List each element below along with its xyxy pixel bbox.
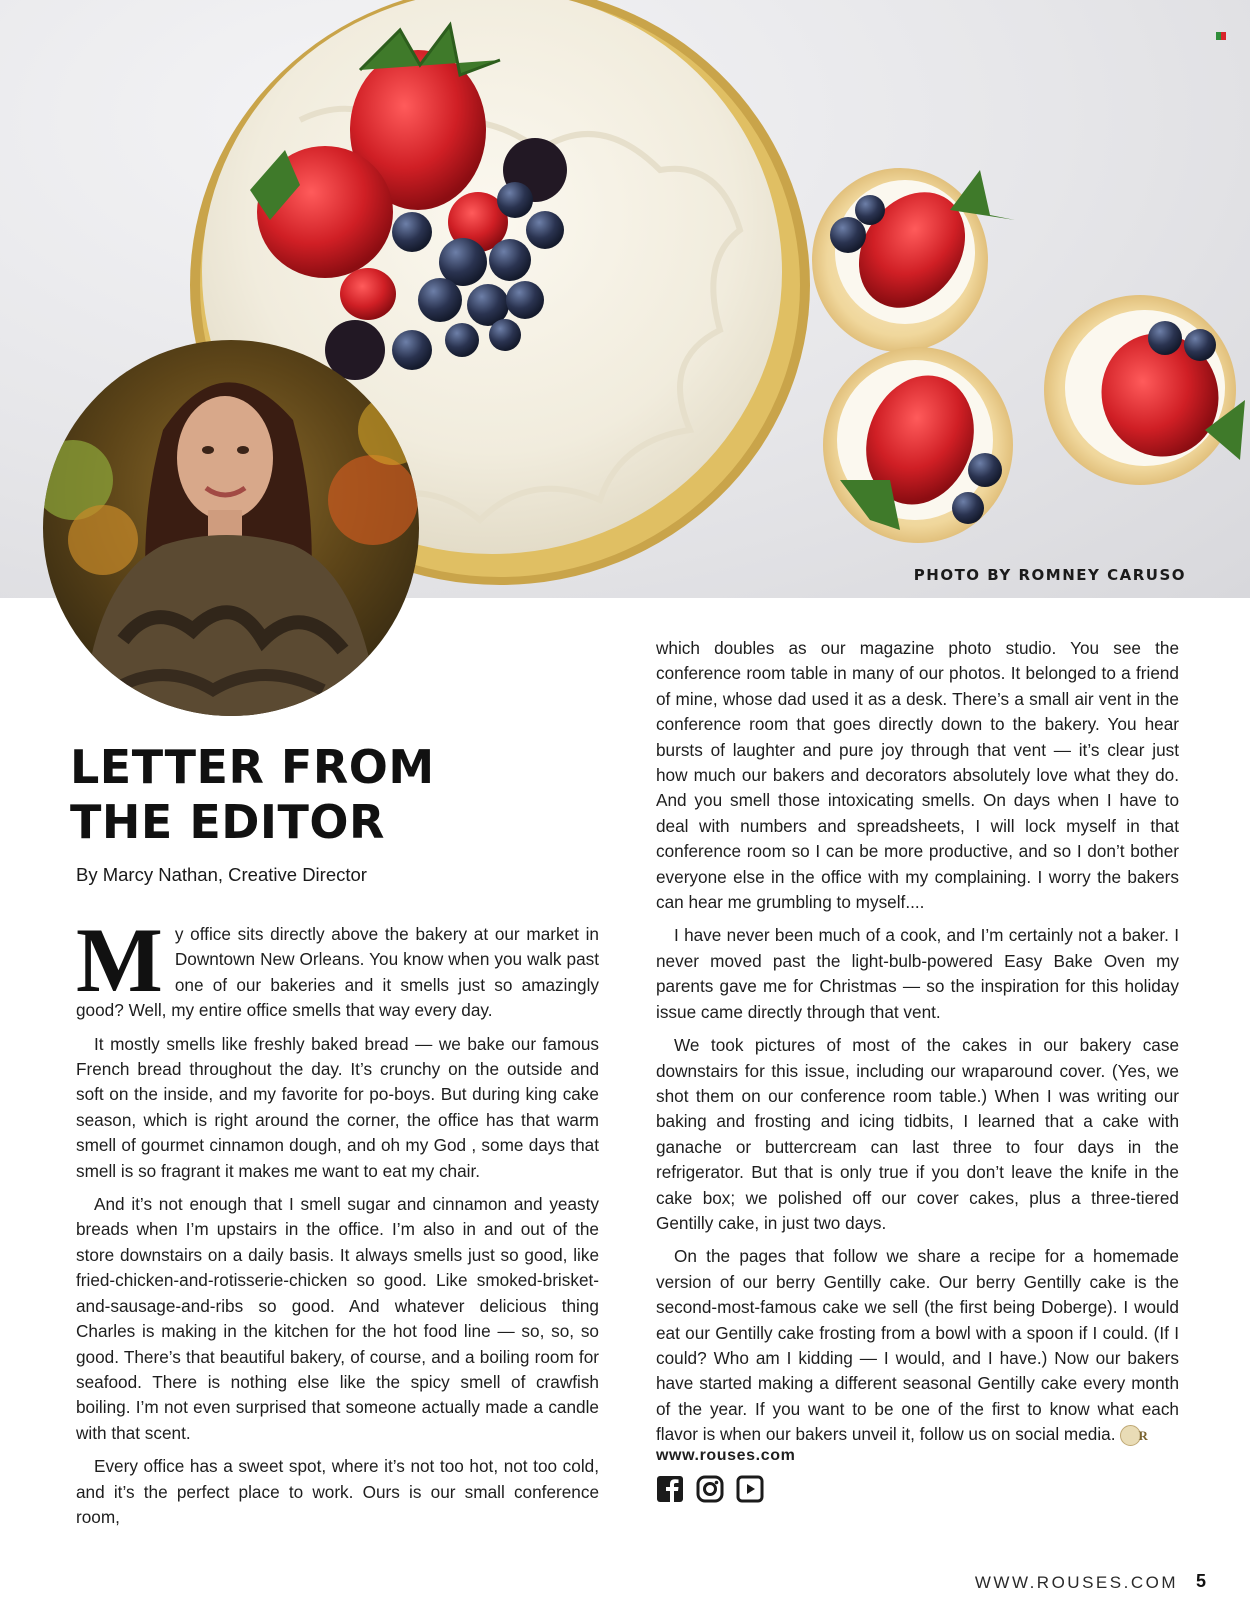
youtube-icon[interactable] <box>736 1475 764 1503</box>
page-title <box>70 740 435 850</box>
article-column-left <box>76 909 599 1538</box>
flag-icon <box>1216 32 1226 40</box>
paragraph-5: which doubles as our magazine photo studio. You see the conference room table in many of our photos. It belonged to a friend of mine, whose dad used it as a desk. There’s a small air vent in the conference room that goes directly down to the bakery. You hear bursts of laughter and pure joy through that vent — it’s clear just how much our bakers and decorators absolutely love what they do. And you smell those intoxicating smells. On days when I have to deal with numbers and spreadsheets, I will lock myself in that conference room so I can be more productive, and so I don’t bother everyone else in the office with my complaining. I worry the bakers can hear me grumbling to myself.... <box>656 638 1179 913</box>
instagram-icon[interactable] <box>696 1475 724 1503</box>
paragraph-8 <box>656 1244 1179 1447</box>
paragraph-1-text: y office sits directly above the bakery at our market in Downtown New Orleans. You know when you walk past one of our bakeries and it smells just so amazingly good? Well, my entire office smells that way every day. <box>76 924 599 1021</box>
rouses-badge-icon: R <box>1120 1425 1141 1446</box>
editor-portrait <box>43 340 419 716</box>
facebook-icon[interactable] <box>656 1475 684 1503</box>
paragraph-3: And it’s not enough that I smell sugar and cinnamon and yeasty breads when I’m upstairs in the office. I’m also in and out of the store downstairs on a daily basis. It always smells just so good, like fried-chicken-and-rotisserie-chicken so good. Like smoked-brisket-and-sausage-and-ribs so good. And whatever delicious thing Charles is making in the kitchen for the hot food line — so, so, so good. There’s that beautiful bakery, of course, and a boiling room for seafood. There is nothing else like the spicy smell of crawfish boiling. I’m not even surprised that someone actually made a candle with that scent. <box>76 1194 599 1443</box>
paragraph-1 <box>76 909 599 1024</box>
footer-url: WWW.ROUSES.COM <box>974 1573 1178 1592</box>
title-line-2: THE EDITOR <box>70 795 385 849</box>
social-icons <box>656 1475 764 1503</box>
page-number: 5 <box>1196 1571 1207 1591</box>
byline: By Marcy Nathan, Creative Director <box>76 864 367 885</box>
paragraph-7: We took pictures of most of the cakes in our bakery case downstairs for this issue, including our wraparound cover. (Yes, we shot them on our conference room table.) When I was writing our baking and frosting and icing tidbits, I learned that a cake with ganache or buttercream can last three to four days in the refrigerator. But that is only true if you don’t leave the knife in the cake box; we polished off our cover cakes, plus a three-tiered Gentilly cake, in just two days. <box>656 1035 1179 1233</box>
article-column-right <box>656 636 1179 1456</box>
drop-cap: M <box>76 909 163 1011</box>
website-link[interactable]: www.rouses.com <box>656 1447 796 1464</box>
paragraph-8-text: On the pages that follow we share a recipe for a homemade version of our berry Gentilly cake. Our berry Gentilly cake is the second-most-famous cake we sell (the first being Doberge). I would eat our Gentilly cake frosting from a bowl with a spoon if I could. (If I could? Who am I kidding — I would, and I have.) Now our bakers have started making a different seasonal Gentilly cake every month of the year. If you want to be one of the first to know what each flavor is when our bakers unveil it, follow us on social media. <box>656 1246 1179 1445</box>
title-line-1: LETTER FROM <box>70 740 435 794</box>
photo-credit: PHOTO BY ROMNEY CARUSO <box>913 566 1186 584</box>
paragraph-6: I have never been much of a cook, and I’m certainly not a baker. I never moved past the light-bulb-powered Easy Bake Oven my parents gave me for Christmas — so the inspiration for this holiday issue came directly through that vent. <box>656 925 1179 1022</box>
paragraph-2: It mostly smells like freshly baked bread — we bake our famous French bread throughout the day. It’s crunchy on the outside and soft on the inside, and my favorite for po-boys. But during king cake season, which is right around the corner, the office has that warm smell of gourmet cinnamon dough, and oh my God , some days that smell is so fragrant it makes me want to eat my chair. <box>76 1033 599 1181</box>
paragraph-4: Every office has a sweet spot, where it’s not too hot, not too cold, and it’s the perfect place to work. Ours is our small conference room, <box>76 1456 599 1527</box>
